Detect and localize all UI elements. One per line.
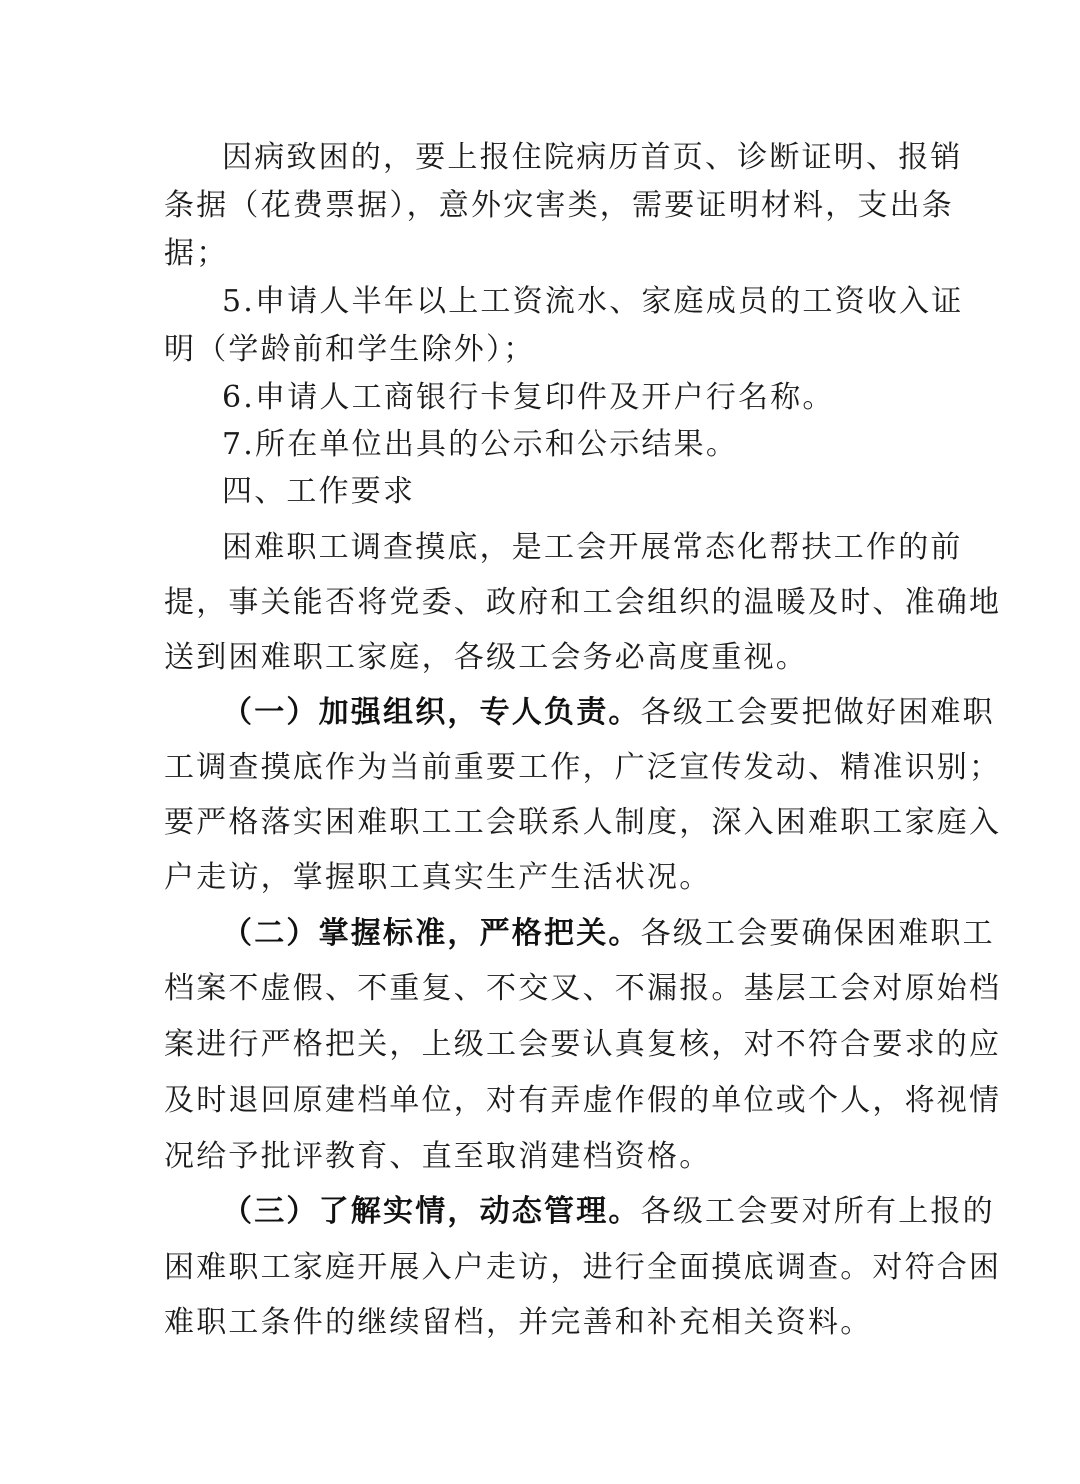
paragraph-line: 要严格落实困难职工工会联系人制度，深入困难职工家庭入 — [164, 805, 1002, 840]
paragraph-line: 档案不虚假、不重复、不交叉、不漏报。基层工会对原始档 — [164, 971, 1002, 1006]
subsection-paragraph — [222, 910, 995, 958]
paragraph-line: 户走访，掌握职工真实生产生活状况。 — [164, 860, 712, 895]
paragraph-line: 明（学龄前和学生除外）； — [164, 332, 536, 367]
subsection-lead: （二）掌握标准，严格把关。 — [222, 916, 641, 951]
paragraph-line: 案进行严格把关，上级工会要认真复核，对不符合要求的应 — [164, 1027, 1002, 1062]
paragraph-line: 因病致困的，要上报住院病历首页、诊断证明、报销 — [222, 140, 963, 175]
section-heading: 四、工作要求 — [222, 474, 416, 509]
paragraph-line: 据； — [164, 236, 229, 271]
list-item-5: 5.申请人半年以上工资流水、家庭成员的工资收入证 — [222, 284, 964, 319]
subsection-paragraph — [222, 689, 995, 737]
list-item-6: 6.申请人工商银行卡复印件及开户行名称。 — [222, 380, 835, 415]
paragraph-line: 况给予批评教育、直至取消建档资格。 — [164, 1139, 712, 1174]
paragraph-text: 各级工会要把做好困难职 — [640, 695, 995, 730]
paragraph-text: 各级工会要对所有上报的 — [640, 1194, 995, 1229]
paragraph-line: 送到困难职工家庭，各级工会务必高度重视。 — [164, 640, 808, 675]
paragraph-line: 提，事关能否将党委、政府和工会组织的温暖及时、准确地 — [164, 585, 1002, 620]
subsection-lead: （一）加强组织，专人负责。 — [222, 695, 641, 730]
subsection-paragraph — [222, 1188, 995, 1236]
paragraph-line: 工调查摸底作为当前重要工作，广泛宣传发动、精准识别； — [164, 750, 1002, 785]
paragraph-line: 条据（花费票据），意外灾害类，需要证明材料，支出条 — [164, 188, 954, 223]
paragraph-line: 及时退回原建档单位，对有弄虚作假的单位或个人，将视情 — [164, 1083, 1002, 1118]
subsection-lead: （三）了解实情，动态管理。 — [222, 1194, 641, 1229]
paragraph-line: 困难职工家庭开展入户走访，进行全面摸底调查。对符合困 — [164, 1250, 1002, 1285]
list-item-7: 7.所在单位出具的公示和公示结果。 — [222, 427, 739, 462]
paragraph-text: 各级工会要确保困难职工 — [640, 916, 995, 951]
paragraph-line: 难职工条件的继续留档，并完善和补充相关资料。 — [164, 1305, 873, 1340]
paragraph-line: 困难职工调查摸底，是工会开展常态化帮扶工作的前 — [222, 530, 963, 565]
